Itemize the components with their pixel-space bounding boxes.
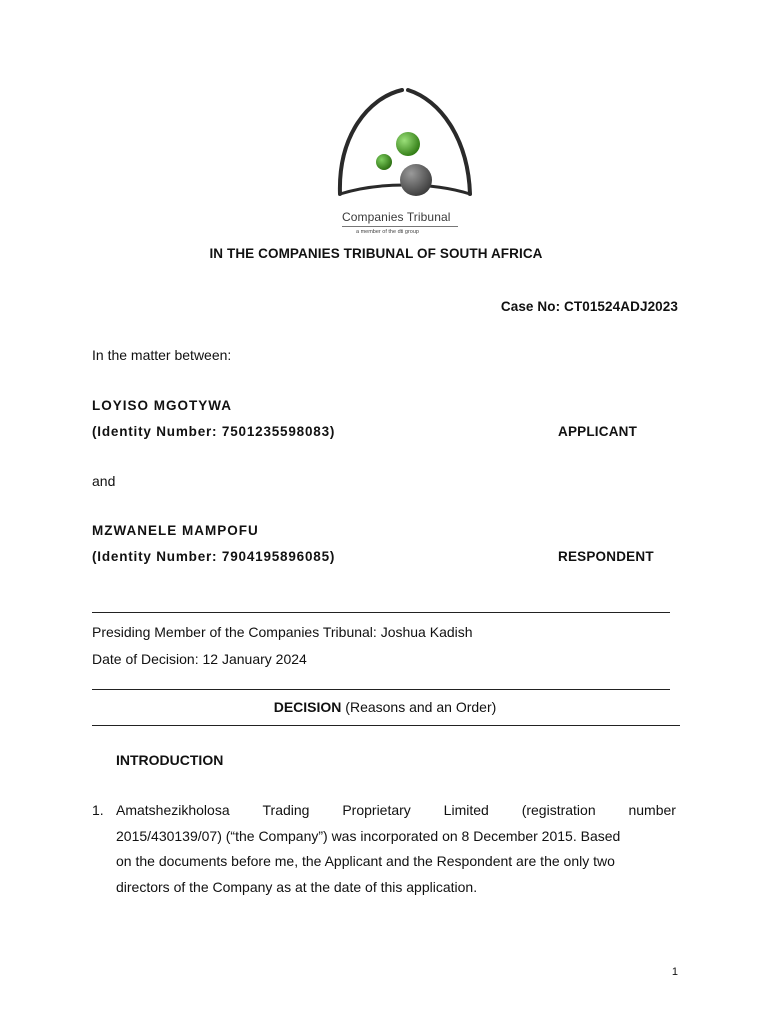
logo-divider	[342, 226, 458, 227]
paragraph-1-line-2: 2015/430139/07) (“the Company”) was incorporated on 8 December 2015. Based	[116, 827, 621, 844]
logo-emblem-icon	[328, 86, 480, 210]
divider-middle	[92, 689, 670, 690]
decision-label: DECISION	[273, 699, 342, 715]
paragraph-1-line-4: directors of the Company as at the date of this application.	[116, 878, 478, 895]
companies-tribunal-logo	[328, 86, 480, 240]
presiding-member: Presiding Member of the Companies Tribunal: Joshua Kadish	[92, 624, 473, 640]
divider-top	[92, 612, 670, 613]
respondent-id: (Identity Number: 7904195896085)	[92, 549, 336, 564]
paragraph-1-line-3: on the documents before me, the Applicant and the Respondent are the only two	[116, 853, 615, 869]
word: Limited	[443, 802, 489, 818]
logo-text: Companies Tribunal	[342, 210, 451, 224]
case-number: Case No: CT01524ADJ2023	[500, 299, 678, 314]
decision-heading	[0, 699, 770, 715]
word: Proprietary	[342, 802, 411, 818]
respondent-role: RESPONDENT	[558, 549, 654, 564]
applicant-name: LOYISO MGOTYWA	[92, 398, 233, 413]
word: (registration	[521, 802, 596, 818]
divider-bottom	[92, 725, 680, 726]
decision-sublabel: (Reasons and an Order)	[345, 699, 497, 715]
word: Trading	[262, 802, 310, 818]
applicant-id: (Identity Number: 7501235598083)	[92, 424, 336, 439]
paragraph-1-line-1	[116, 798, 676, 824]
word: Amatshezikholosa	[116, 802, 230, 818]
respondent-name: MZWANELE MAMPOFU	[92, 523, 259, 538]
applicant-role: APPLICANT	[558, 424, 638, 439]
conjunction-and: and	[92, 473, 116, 489]
matter-intro: In the matter between:	[92, 347, 232, 363]
section-heading: INTRODUCTION	[116, 752, 224, 768]
court-title: IN THE COMPANIES TRIBUNAL OF SOUTH AFRICA	[209, 246, 543, 261]
logo-subtext: a member of the dti group	[356, 229, 419, 235]
page-number: 1	[671, 966, 678, 978]
paragraph-number: 1.	[92, 802, 104, 818]
paragraph-1	[116, 798, 676, 900]
word: number	[628, 802, 676, 818]
decision-date: Date of Decision: 12 January 2024	[92, 651, 307, 667]
